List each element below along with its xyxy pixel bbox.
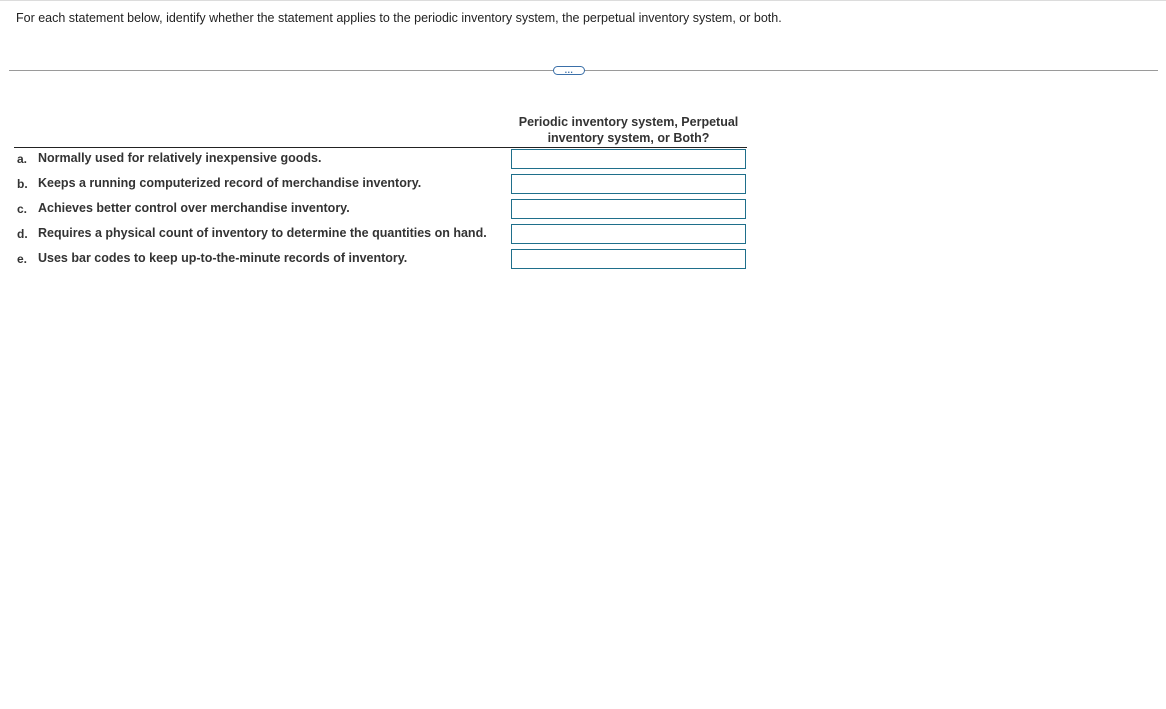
expand-ellipsis-button[interactable] — [553, 66, 585, 75]
answer-input-e[interactable] — [511, 249, 746, 269]
answer-input-a[interactable] — [511, 149, 746, 169]
row-letter: a. — [17, 152, 28, 166]
answer-input-d[interactable] — [511, 224, 746, 244]
row-letter: e. — [17, 252, 28, 266]
header-rule — [14, 147, 747, 148]
table-row-e — [17, 249, 747, 269]
row-statement: Uses bar codes to keep up-to-the-minute records of inventory. — [38, 251, 408, 265]
table-row-c — [17, 199, 747, 219]
row-letter: b. — [17, 177, 28, 191]
table-row-d — [17, 224, 747, 244]
row-statement: Achieves better control over merchandise inventory. — [38, 201, 350, 215]
table-row-a — [17, 149, 747, 169]
table-row-b — [17, 174, 747, 194]
top-border — [0, 0, 1166, 1]
row-statement: Requires a physical count of inventory to determine the quantities on hand. — [38, 226, 487, 240]
answer-input-b[interactable] — [511, 174, 746, 194]
row-letter: d. — [17, 227, 28, 241]
row-statement: Normally used for relatively inexpensive goods. — [38, 151, 322, 165]
row-letter: c. — [17, 202, 28, 216]
column-header: Periodic inventory system, Perpetual inventory system, or Both? — [518, 115, 739, 145]
row-statement: Keeps a running computerized record of merchandise inventory. — [38, 176, 422, 190]
ellipsis-icon: … — [564, 65, 574, 75]
answer-input-c[interactable] — [511, 199, 746, 219]
instruction-text: For each statement below, identify whether the statement applies to the periodic inventory system, the perpetual inventory system, or both. — [16, 11, 782, 25]
